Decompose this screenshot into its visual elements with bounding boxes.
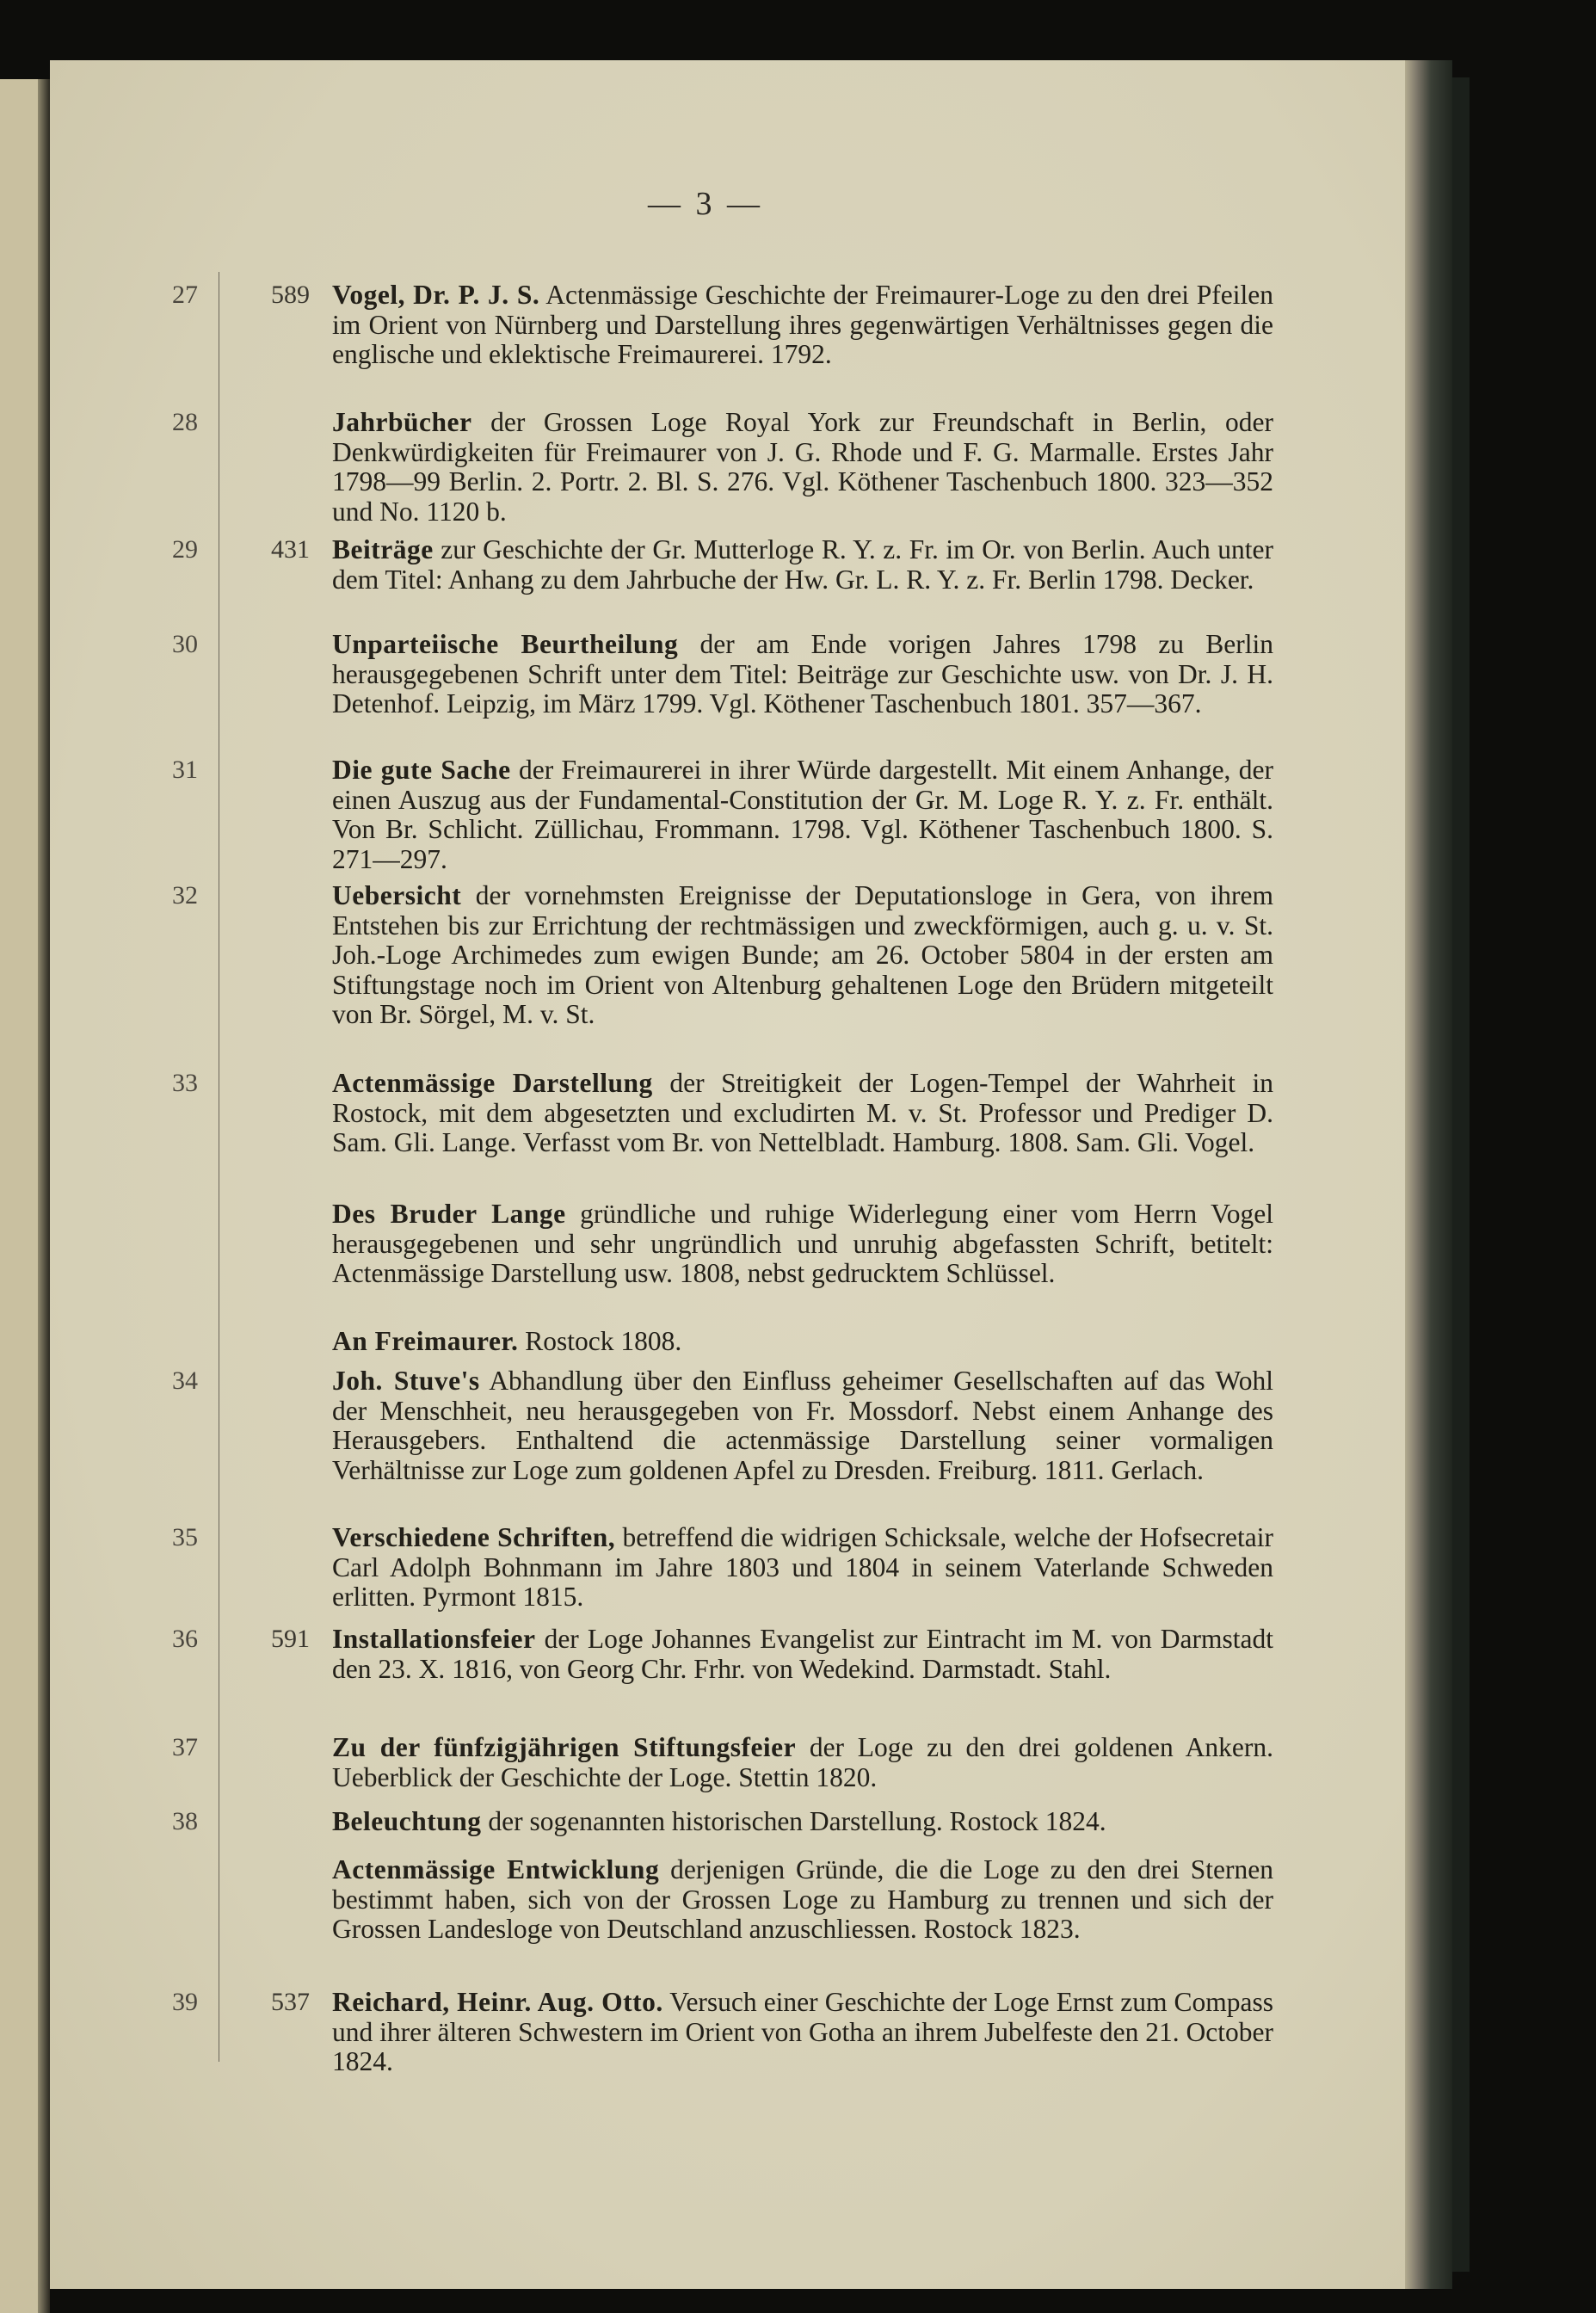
entry-title: Uebersicht (332, 880, 462, 910)
entry-number: 38 (172, 1807, 198, 1835)
entry-body: derjenigen Gründe, die die Loge zu den drei Sternen bestimmt haben, sich von der Grossen Loge zu Hamburg zu trennen und sich der Grossen Landesloge von Deutschland anzuschliessen. Rostock 1823. (332, 1854, 1273, 1944)
entry-body: der Freimaurerei in ihrer Würde dargestellt. Mit einem Anhange, der einen Auszug aus der Fundamental-Constitution der Gr. M. Loge R. Y. z. Fr. enthält. Von Br. Schlicht. Züllichau, Frommann. 1798. Vgl. Köthener Taschenbuch 1800. S. 271—297. (332, 755, 1273, 874)
catalog-number: 431 (271, 535, 310, 564)
entry-body: der Loge Johannes Evangelist zur Eintracht im M. von Darmstadt den 23. X. 1816, von Georg Chr. Frhr. von Wedekind. Darmstadt. Stahl. (332, 1624, 1273, 1684)
entry-text (332, 1807, 1273, 1837)
entry-title: Unparteiische Beurtheilung (332, 629, 679, 659)
book-cover-edge (1452, 77, 1470, 2272)
entry-text (332, 1855, 1273, 1945)
book-page (50, 60, 1405, 2289)
entry-title: Actenmässige Darstellung (332, 1068, 653, 1098)
entry-body: zur Geschichte der Gr. Mutterloge R. Y. z. Fr. im Or. von Berlin. Auch unter dem Titel: Anhang zu dem Jahrbuche der Hw. Gr. L. R. Y. z. Fr. Berlin 1798. Decker. (332, 534, 1273, 595)
entry-text (332, 881, 1273, 1030)
entry-text (332, 1366, 1273, 1485)
entry-number: 27 (172, 281, 198, 309)
entry-text (332, 756, 1273, 874)
entry-title: Installationsfeier (332, 1624, 536, 1654)
entry-body: der Loge zu den drei goldenen Ankern. Ueberblick der Geschichte der Loge. Stettin 1820. (332, 1732, 1274, 1792)
catalog-number: 537 (271, 1988, 310, 2016)
entry-number: 36 (172, 1625, 198, 1653)
entry-title: Joh. Stuve's (332, 1366, 480, 1396)
entry-number: 39 (172, 1988, 198, 2016)
entry-text (332, 1988, 1273, 2077)
entry-title: Beleuchtung (332, 1806, 482, 1836)
entry-body: betreffend die widrigen Schicksale, welche der Hofsecretair Carl Adolph Bohnmann im Jahre 1803 und 1804 in seinem Vaterlande Schweden erlitten. Pyrmont 1815. (332, 1522, 1273, 1612)
catalog-number: 589 (271, 281, 310, 309)
entry-title: Actenmässige Entwicklung (332, 1854, 660, 1884)
entry-title: Des Bruder Lange (332, 1199, 566, 1229)
entry-title: An Freimaurer. (332, 1326, 519, 1356)
entry-title: Jahrbücher (332, 407, 472, 437)
book-spine (1405, 60, 1452, 2289)
entry-text (332, 1200, 1273, 1289)
entry-body: der Grossen Loge Royal York zur Freundschaft in Berlin, oder Denkwürdigkeiten für Freimaurer von J. G. Rhode und F. G. Marmalle. Erstes Jahr 1798—99 Berlin. 2. Portr. 2. Bl. S. 276. Vgl. Köthener Taschenbuch 1800. 323—352 und No. 1120 b. (332, 407, 1273, 527)
entry-title: Reichard, Heinr. Aug. Otto. (332, 1987, 663, 2017)
entry-body: Abhandlung über den Einfluss geheimer Gesellschaften auf das Wohl der Menschheit, neu herausgegeben von Fr. Mossdorf. Nebst einem Anhange des Herausgebers. Enthaltend die actenmässige Darstellung seiner vormaligen Verhältnisse zur Loge zum goldenen Apfel zu Dresden. Freiburg. 1811. Gerlach. (332, 1366, 1273, 1485)
entry-body: der Streitigkeit der Logen-Tempel der Wahrheit in Rostock, mit dem abgesetzten und excludirten M. v. St. Professor und Prediger D. Sam. Gli. Lange. Verfasst vom Br. von Nettelbladt. Hamburg. 1808. Sam. Gli. Vogel. (332, 1068, 1273, 1157)
entry-text (332, 1069, 1273, 1158)
entry-body: der am Ende vorigen Jahres 1798 zu Berlin herausgegebenen Schrift unter dem Titel: Beiträge zur Geschichte usw. von Dr. J. H. Detenhof. Leipzig, im März 1799. Vgl. Köthener Taschenbuch 1801. 357—367. (332, 629, 1273, 719)
entry-number: 32 (172, 881, 198, 910)
entry-text (332, 1733, 1273, 1792)
entry-body: Actenmässige Geschichte der Freimaurer-Loge zu den drei Pfeilen im Orient von Nürnberg und Darstellung ihres gegenwärtigen Verhältnisses gegen die englische und eklektische Freimaurerei. 1792. (332, 280, 1273, 369)
entry-body: Versuch einer Geschichte der Loge Ernst zum Compass und ihrer älteren Schwestern im Orient von Gotha an ihrem Jubelfeste den 21. October 1824. (332, 1987, 1274, 2076)
entry-title: Die gute Sache (332, 755, 511, 785)
entry-title: Beiträge (332, 534, 434, 564)
catalog-number: 591 (271, 1625, 310, 1653)
entry-text (332, 1327, 1273, 1357)
entry-number: 29 (172, 535, 198, 564)
page-header: — 3 — (648, 186, 763, 222)
entry-body: der sogenannten historischen Darstellung. Rostock 1824. (481, 1806, 1106, 1836)
entry-body: gründliche und ruhige Widerlegung einer vom Herrn Vogel herausgegebenen und sehr ungründlich und unruhig abgefassten Schrift, betitelt: Actenmässige Darstellung usw. 1808, nebst gedrucktem Schlüssel. (332, 1199, 1273, 1288)
entry-title: Verschiedene Schriften, (332, 1522, 616, 1552)
entry-body: der vornehmsten Ereignisse der Deputationsloge in Gera, von ihrem Entstehen bis zur Errichtung der rechtmässigen und zweckförmigen, auch g. u. v. St. Joh.-Loge Archimedes zum ewigen Bunde; am 26. October 5804 in der ersten am Stiftungstage noch im Orient von Altenburg gehaltenen Loge den Brüdern mitgeteilt von Br. Sörgel, M. v. St. (332, 880, 1273, 1029)
book-gutter (38, 79, 50, 2313)
entry-title: Zu der fünfzigjährigen Stiftungsfeier (332, 1732, 797, 1762)
entry-text (332, 408, 1273, 527)
entry-number: 37 (172, 1733, 198, 1761)
entry-text (332, 630, 1273, 719)
entry-text (332, 535, 1273, 595)
entry-number: 35 (172, 1523, 198, 1551)
left-page-edge (0, 79, 38, 2313)
entry-text (332, 281, 1273, 370)
entry-body: Rostock 1808. (518, 1326, 682, 1356)
entry-text (332, 1625, 1273, 1684)
entry-number: 30 (172, 630, 198, 658)
entry-number: 34 (172, 1366, 198, 1395)
entry-title: Vogel, Dr. P. J. S. (332, 280, 540, 310)
entry-number: 28 (172, 408, 198, 436)
entry-text (332, 1523, 1273, 1613)
entry-number: 31 (172, 756, 198, 784)
entry-number: 33 (172, 1069, 198, 1097)
